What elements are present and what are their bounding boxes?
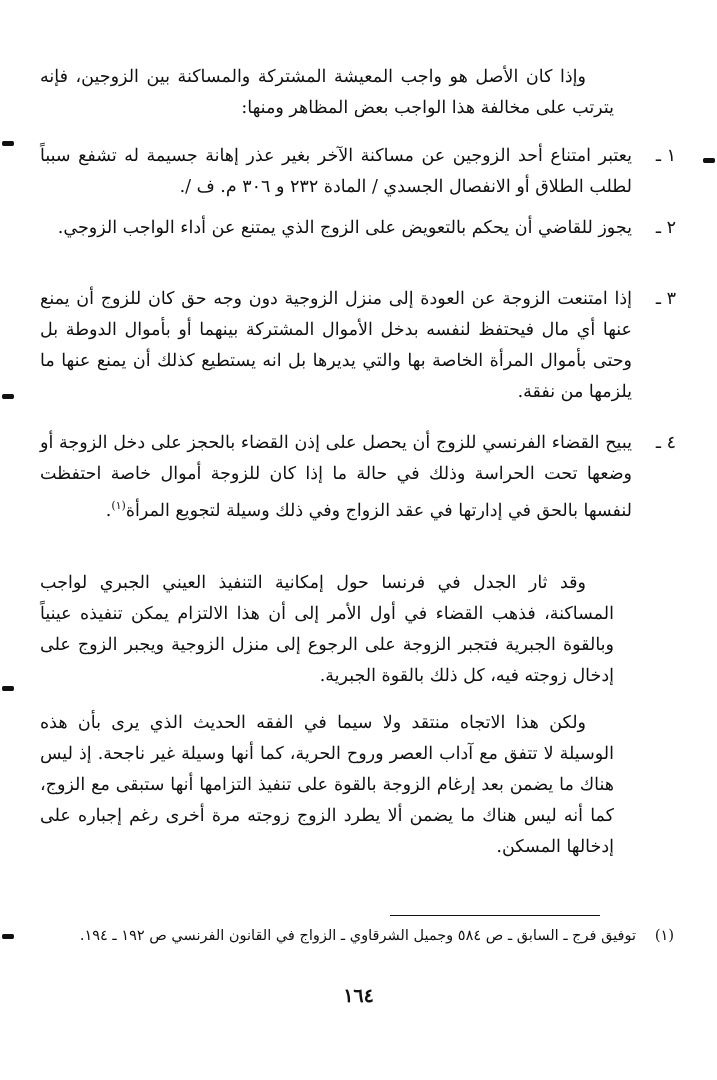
paragraph-text: وقد ثار الجدل في فرنسا حول إمكانية التنفيذ العيني الجبري لواجب المساكنة، فذهب القضاء في أول الأمر إلى أن هذا الالتزام يمكن تنفيذه عينياً وبالقوة الجبرية فتجبر الزوجة على الرجوع إلى منزل الزوجية ويجبر الزوج على إدخال زوجته فيه، كل ذلك بالقوة الجبرية. — [40, 573, 614, 686]
list-item — [40, 141, 676, 203]
item-text: إذا امتنعت الزوجة عن العودة إلى منزل الزوجية دون وجه حق كان للزوج أن يمنع عنها أي مال فيحتفظ لنفسه بدخل الأموال المشتركة بينهما أو بأموال الدوطة بل وحتى بأموال المرأة الخاصة بها والتي يديرها بل انه يستطيع كذلك أن يمنع عنها ما يلزمها من نفقة. — [40, 289, 632, 402]
item-text: يبيح القضاء الفرنسي للزوج أن يحصل على إذن القضاء بالحجز على دخل الزوجة أو وضعها تحت الحراسة وذلك في حالة ما إذا كان للزوجة أموال خاصة احتفظت لنفسها بالحق في إدارتها في عقد الزواج وفي ذلك وسيلة لتجويع المرأة — [40, 433, 632, 521]
page-number: ١٦٤ — [343, 985, 374, 1007]
margin-mark — [2, 141, 14, 146]
list-item — [40, 213, 676, 244]
footnote-reference: (١) — [111, 499, 126, 512]
item-text: يجوز للقاضي أن يحكم بالتعويض على الزوج الذي يمتنع عن أداء الواجب الزوجي. — [57, 218, 632, 238]
body-paragraph — [40, 568, 614, 692]
footnote-number: (١) — [654, 928, 674, 944]
item-number: ٣ ـ — [655, 289, 676, 309]
margin-mark — [2, 934, 14, 939]
item-number: ٤ ـ — [655, 433, 676, 453]
margin-mark — [2, 686, 14, 691]
body-paragraph — [40, 708, 614, 863]
intro-paragraph — [40, 62, 614, 124]
item-text: يعتبر امتناع أحد الزوجين عن مساكنة الآخر بغير عذر إهانة جسيمة له تشفع سبباً لطلب الطلاق أو الانفصال الجسدي / المادة ٢٣٢ و ٣٠٦ م. ف /. — [40, 146, 632, 197]
item-text-end: . — [105, 500, 112, 521]
margin-mark — [703, 158, 715, 163]
footnote — [40, 922, 674, 950]
margin-mark — [2, 394, 14, 399]
item-text-wrapper — [40, 428, 642, 527]
item-number: ١ ـ — [655, 146, 676, 166]
item-number: ٢ ـ — [655, 218, 676, 238]
intro-text: وإذا كان الأصل هو واجب المعيشة المشتركة والمساكنة بين الزوجين، فإنه يترتب على مخالفة هذا الواجب بعض المظاهر ومنها: — [40, 67, 614, 118]
list-item — [40, 428, 676, 527]
footnote-text: توفيق فرج ـ السابق ـ ص ٥٨٤ وجميل الشرقاوي ـ الزواج في القانون الفرنسي ص ١٩٢ ـ ١٩٤. — [79, 928, 636, 944]
footnote-divider — [390, 915, 600, 916]
paragraph-text: ولكن هذا الاتجاه منتقد ولا سيما في الفقه الحديث الذي يرى بأن هذه الوسيلة لا تتفق مع آداب العصر وروح الحرية، كما أنها وسيلة غير ناجحة. إذ ليس هناك ما يضمن بعد إرغام الزوجة بالقوة على تنفيذ التزامها أنها ستبقى مع الزوج، كما أنه ليس هناك ما يضمن ألا يطرد الزوج زوجته مرة أخرى رغم إجباره على إدخالها المسكن. — [40, 713, 614, 857]
list-item — [40, 284, 676, 408]
